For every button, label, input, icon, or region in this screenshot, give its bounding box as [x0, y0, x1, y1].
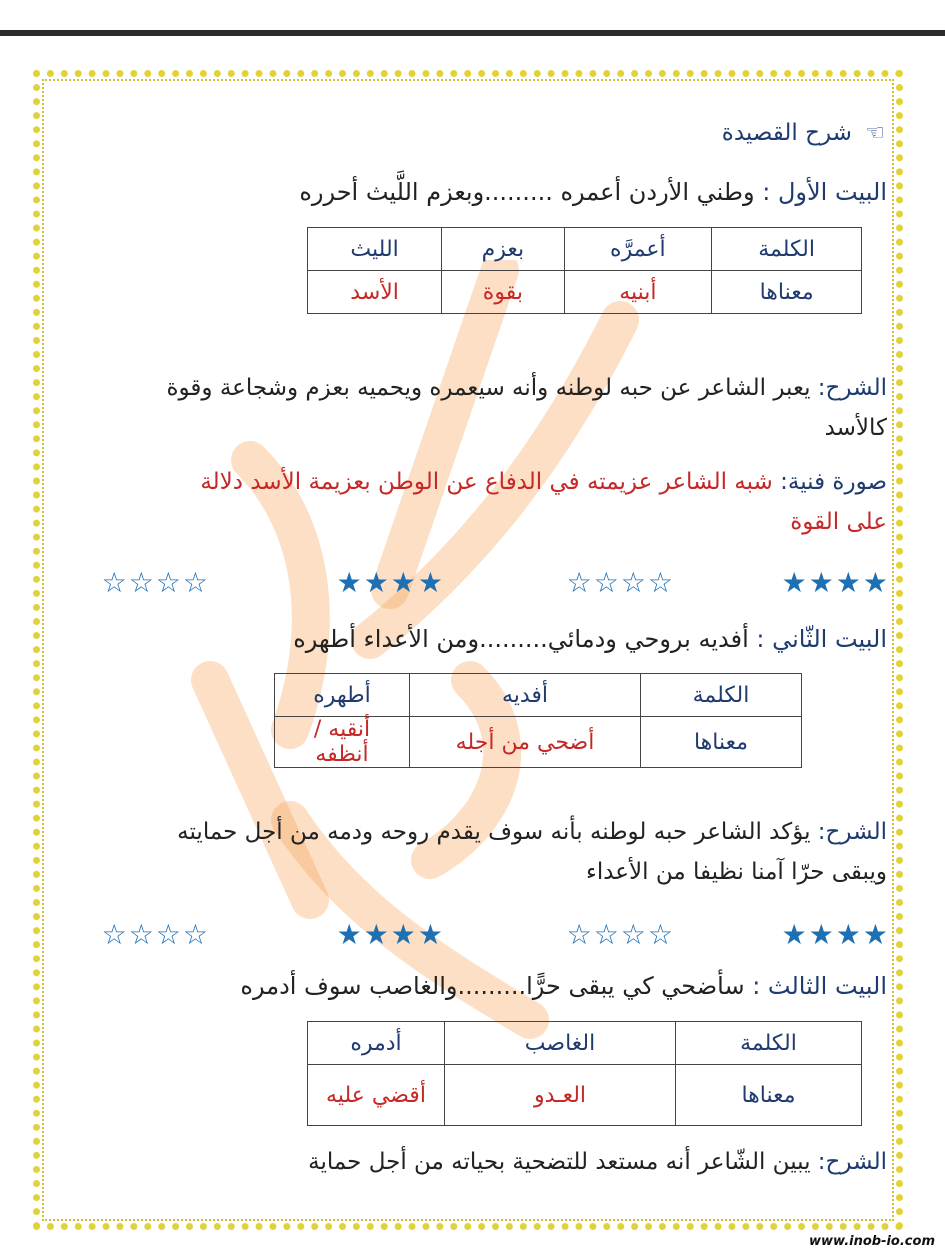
- verse2-word-table: [274, 673, 802, 768]
- table-row: [275, 674, 802, 717]
- verse1-explanation: [57, 368, 887, 448]
- section-heading-text: شرح القصيدة: [721, 120, 852, 146]
- figure-text: شبه الشاعر عزيمته في الدفاع عن الوطن بعزيمة الأسد دلالة: [200, 469, 773, 495]
- table-cell: الكلمة: [676, 1022, 862, 1065]
- footer-site-url: www.inob-io.com: [809, 1234, 935, 1249]
- pointing-hand-icon: ☜: [865, 121, 885, 146]
- filled-stars: ★★★★: [781, 918, 890, 951]
- explanation-text: كالأسد: [824, 415, 887, 441]
- table-cell: أدمره: [308, 1022, 445, 1065]
- table-cell: أنقيه / أنظفه: [275, 717, 410, 768]
- verse1-text: وطني الأردن أعمره .........وبعزم اللَّيث أحرره: [299, 178, 755, 206]
- table-cell: الكلمة: [641, 674, 802, 717]
- filled-stars: ★★★★: [781, 566, 890, 599]
- stars-separator: [100, 566, 890, 600]
- table-cell: أقضي عليه: [308, 1065, 445, 1126]
- table-cell: الكلمة: [712, 228, 862, 271]
- table-cell: معناها: [641, 717, 802, 768]
- table-row: [308, 1022, 862, 1065]
- verse3-label: البيت الثالث :: [752, 972, 887, 1000]
- verse3-text: سأضحي كي يبقى حرًّا.........والغاصب سوف أدمره: [240, 972, 745, 1000]
- outline-stars: ☆☆☆☆: [566, 918, 675, 951]
- verse1-line: [299, 178, 887, 206]
- outline-stars: ☆☆☆☆: [101, 566, 210, 599]
- table-cell: العـدو: [445, 1065, 676, 1126]
- table-cell: أعمرَّه: [564, 228, 712, 271]
- figure-label: صورة فنية:: [780, 469, 887, 495]
- verse1-word-table: [307, 227, 862, 314]
- verse3-line: [240, 972, 887, 1000]
- table-row: [275, 717, 802, 768]
- verse1-label: البيت الأول :: [762, 178, 887, 206]
- table-cell: بعزم: [442, 228, 564, 271]
- verse2-explanation: [57, 812, 887, 892]
- table-cell: معناها: [712, 271, 862, 314]
- explanation-text: يبين الشّاعر أنه مستعد للتضحية بحياته من أجل حماية: [308, 1149, 811, 1175]
- explanation-label: الشرح:: [817, 1149, 887, 1175]
- table-row: [308, 1065, 862, 1126]
- table-cell: الليث: [308, 228, 442, 271]
- table-cell: الغاصب: [445, 1022, 676, 1065]
- explanation-text: ويبقى حرّا آمنا نظيفا من الأعداء: [586, 859, 887, 885]
- table-cell: أضحي من أجله: [410, 717, 641, 768]
- table-cell: الأسد: [308, 271, 442, 314]
- table-cell: أطهره: [275, 674, 410, 717]
- table-cell: معناها: [676, 1065, 862, 1126]
- table-cell: أبنيه: [564, 271, 712, 314]
- verse2-text: أفديه بروحي ودمائي.........ومن الأعداء أطهره: [293, 625, 749, 653]
- table-row: [308, 271, 862, 314]
- top-rule: [0, 30, 945, 36]
- explanation-label: الشرح:: [817, 819, 887, 845]
- verse2-label: البيت الثّاني :: [756, 625, 887, 653]
- explanation-label: الشرح:: [817, 375, 887, 401]
- table-cell: بقوة: [442, 271, 564, 314]
- stars-separator: [100, 918, 890, 952]
- filled-stars: ★★★★: [336, 918, 445, 951]
- verse1-figure-of-speech: [57, 462, 887, 542]
- explanation-text: يعبر الشاعر عن حبه لوطنه وأنه سيعمره ويحميه بعزم وشجاعة وقوة: [166, 375, 811, 401]
- verse2-line: [293, 625, 887, 653]
- table-row: [308, 228, 862, 271]
- verse3-word-table: [307, 1021, 862, 1126]
- outline-stars: ☆☆☆☆: [101, 918, 210, 951]
- figure-text: على القوة: [790, 509, 887, 535]
- verse3-explanation: [57, 1142, 887, 1182]
- table-cell: أفديه: [410, 674, 641, 717]
- filled-stars: ★★★★: [336, 566, 445, 599]
- outline-stars: ☆☆☆☆: [566, 566, 675, 599]
- section-heading: [722, 120, 885, 146]
- explanation-text: يؤكد الشاعر حبه لوطنه بأنه سوف يقدم روحه ودمه من أجل حمايته: [177, 819, 811, 845]
